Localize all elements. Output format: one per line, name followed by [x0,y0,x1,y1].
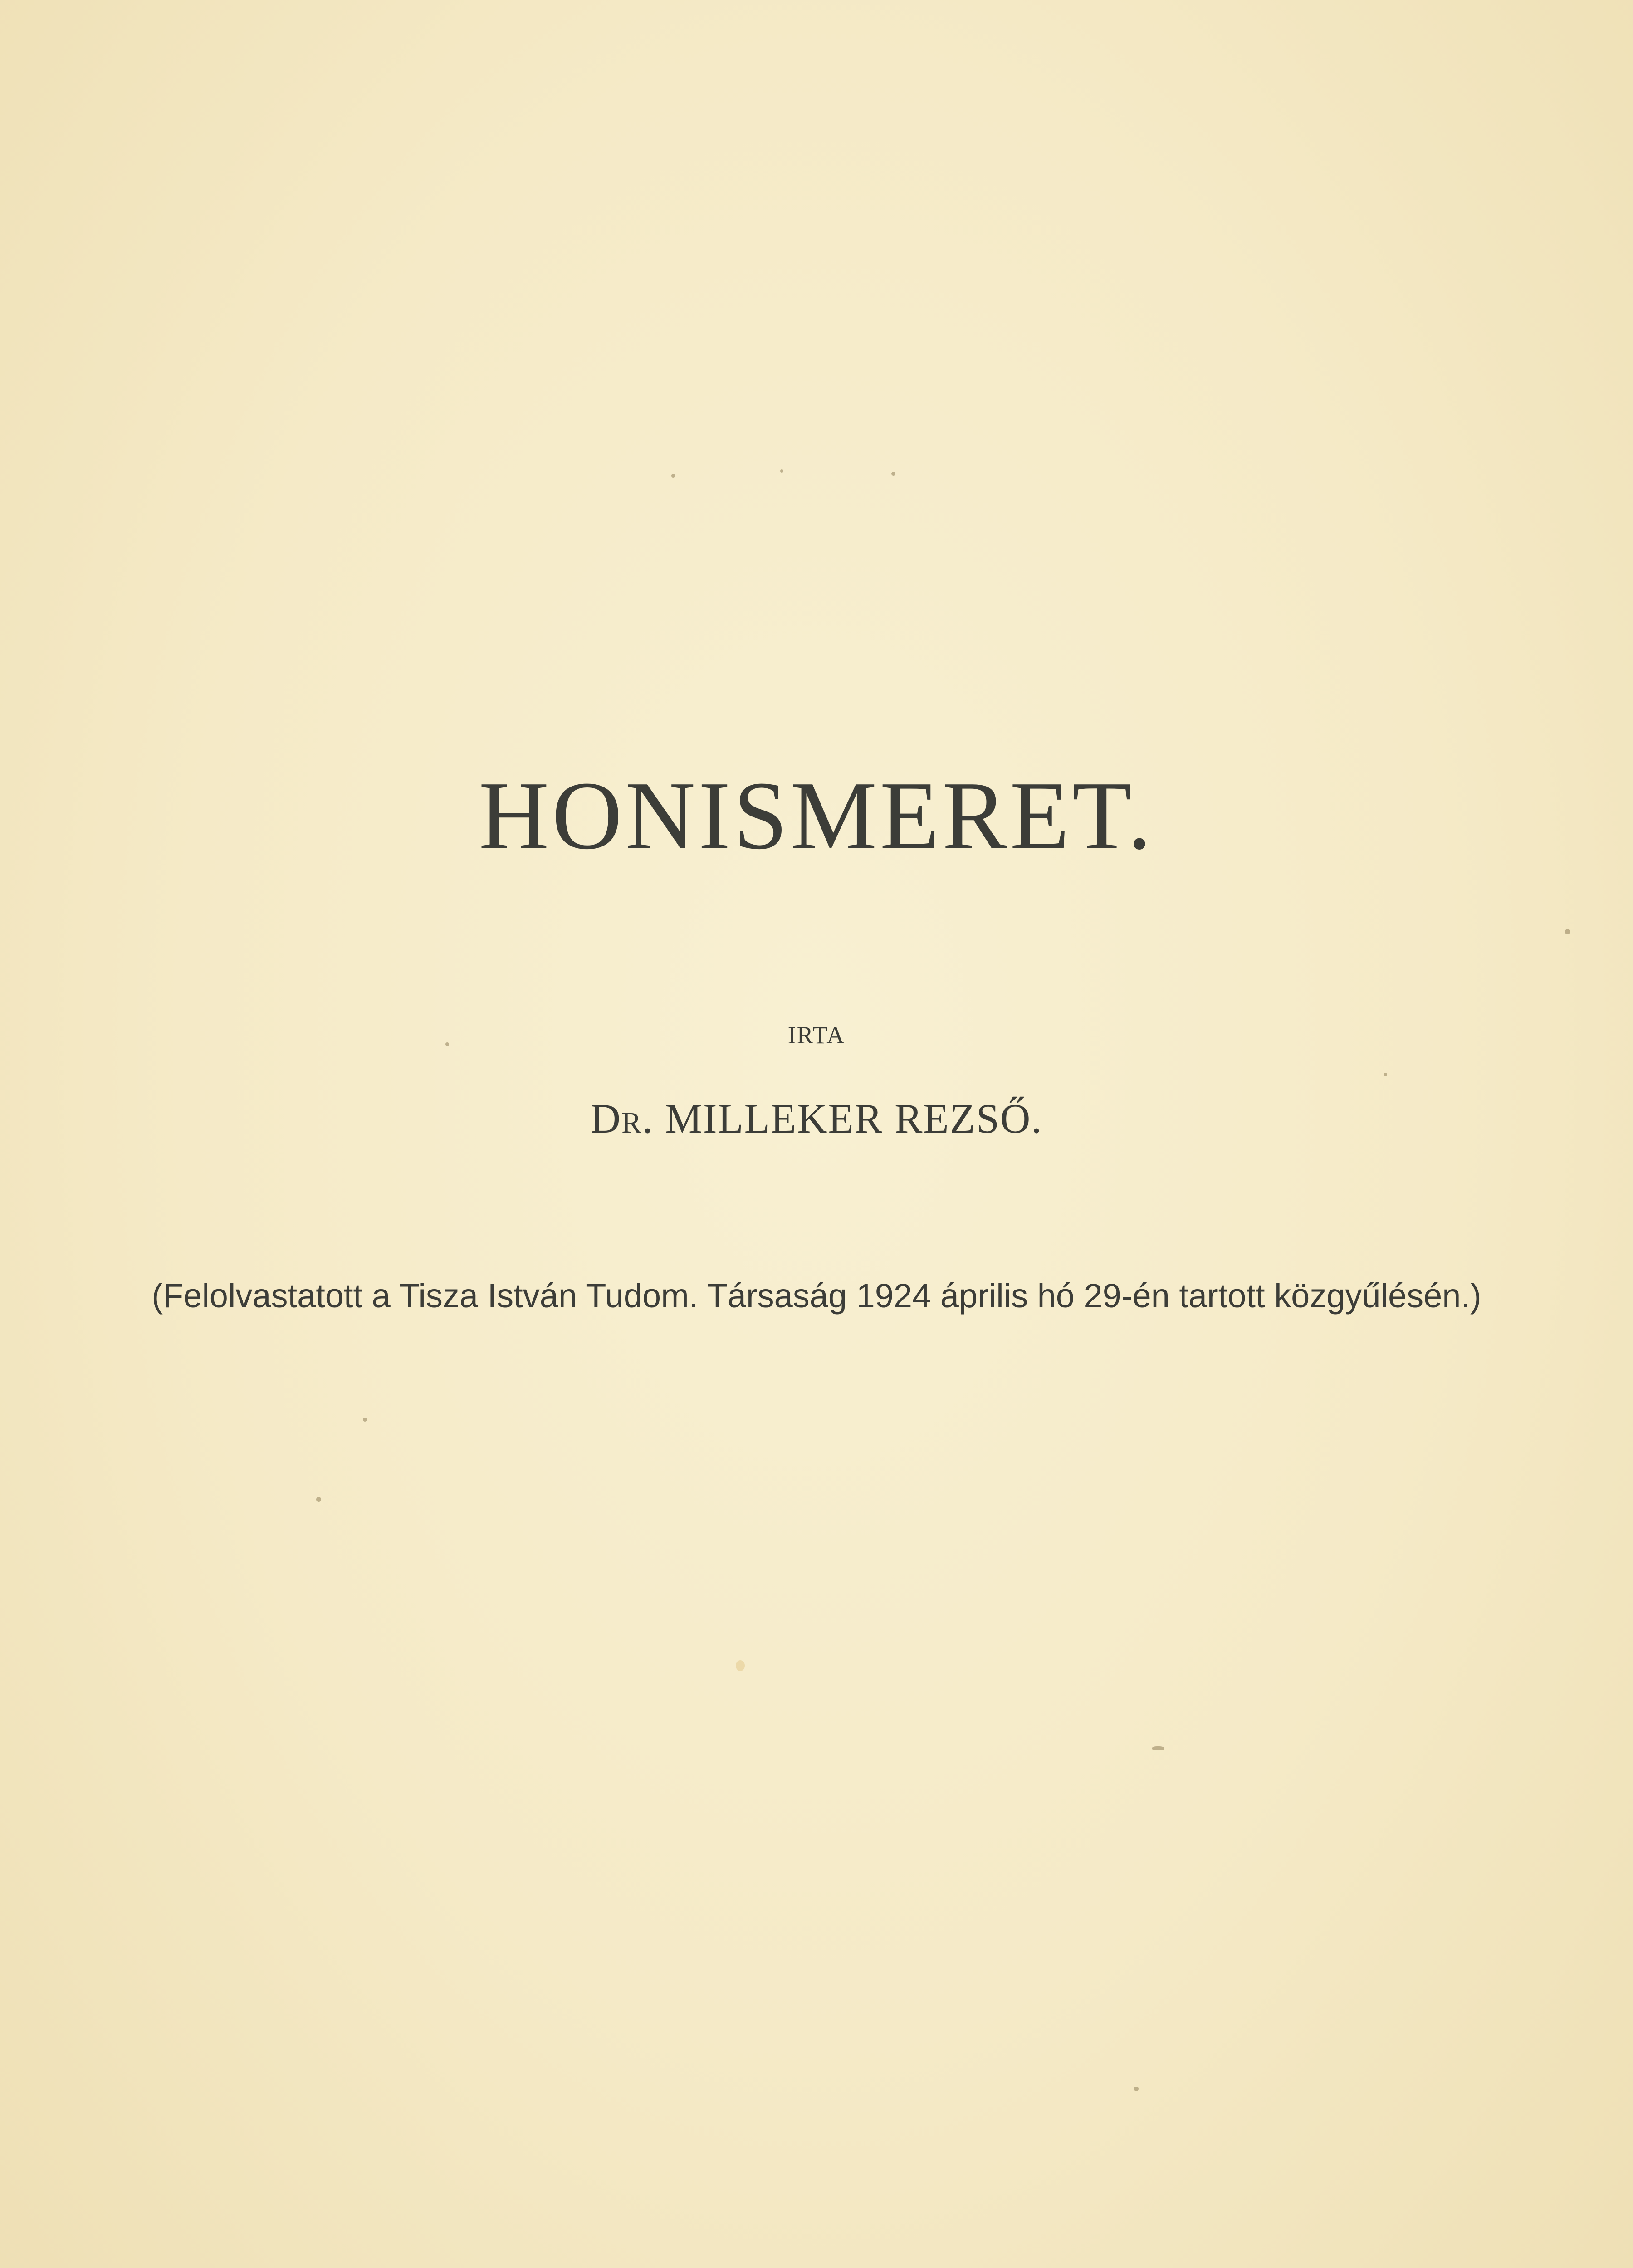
paper-speck [891,472,895,476]
reading-note: (Felolvastatott a Tisza István Tudom. Társaság 1924 április hó 29-én tartott közgyűlésén.) [152,1277,1481,1315]
author-prefix-initial: D [590,1095,621,1142]
author-name-text: . MILLEKER REZSŐ. [642,1095,1043,1142]
paper-speck [1134,2087,1139,2091]
author-name [0,1095,1633,1142]
paper-speck [363,1418,367,1422]
paper-speck [1565,929,1570,934]
paper-speck [316,1497,321,1502]
paper-speck [445,1042,449,1046]
paper-speck [780,469,783,473]
paper-stain [736,1660,745,1671]
paper-speck [1384,1073,1387,1076]
author-label: IRTA [787,1022,846,1049]
paper-speck [671,474,675,478]
document-title: HONISMERET. [479,761,1154,870]
author-prefix-rest: R [621,1106,643,1139]
paper-speck [1152,1746,1164,1750]
